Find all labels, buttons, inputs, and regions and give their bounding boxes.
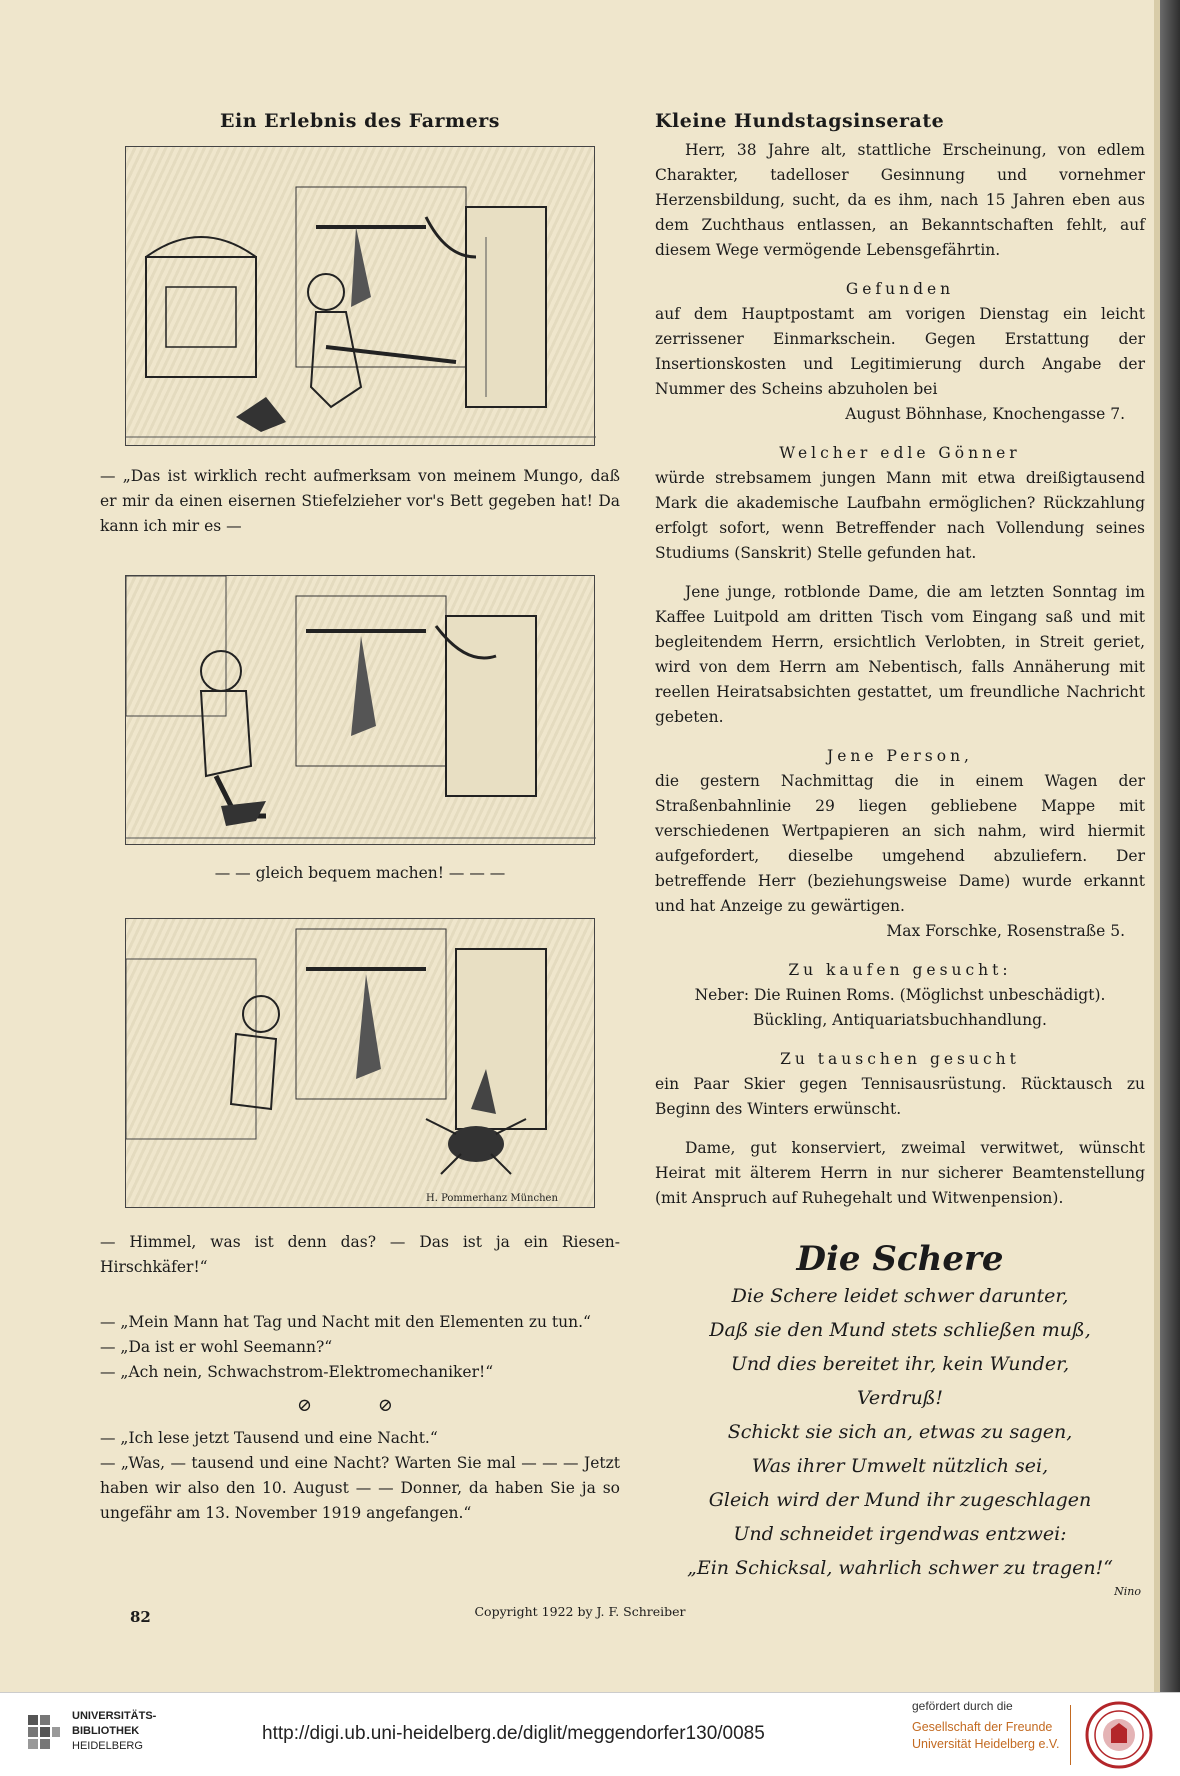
joke-2-line: — „Ich lese jetzt Tausend und eine Nacht.“ [100,1429,438,1447]
joke-1-line: — „Ach nein, Schwachstrom-Elektromechaniker!“ [100,1363,494,1381]
poem-title: Die Schere [796,1239,1004,1279]
ad-swap-text: ein Paar Skier gegen Tennisausrüstung. Rücktausch zu Beginn des Winters erwünscht. [655,1075,1145,1118]
permalink-url[interactable]: http://digi.ub.uni-heidelberg.de/diglit/meggendorfer130/0085 [262,1723,765,1744]
library-name-line: UNIVERSITÄTS- [72,1710,157,1722]
sponsor-name-line: Gesellschaft der Freunde [912,1720,1053,1734]
ads-heading: Kleine Hundstagsinserate [655,110,945,132]
poem-line: Die Schere leidet schwer darunter, [731,1285,1069,1307]
cartoon-panel-1 [125,146,595,446]
copyright-line: Copyright 1922 by J. F. Schreiber [474,1604,686,1619]
poem-line: „Ein Schicksal, wahrlich schwer zu tragen!“ [687,1557,1113,1579]
poem-author: Nino [1114,1585,1141,1598]
ad-patron-title: Welcher edle Gönner [779,444,1021,462]
library-name[interactable] [72,1709,156,1754]
sponsor-label: gefördert durch die [912,1699,1013,1713]
ad-found-text: auf dem Hauptpostamt am vorigen Dienstag ein leicht zerrissener Einmarkschein. Gegen Erstattung der Insertionskosten und Legitimierung durch Angabe der Nummer des Scheins abzuholen bei [655,305,1145,398]
ad-person-signature: Max Forschke, Rosenstraße 5. [886,922,1125,940]
poem-line: Und dies bereitet ihr, kein Wunder, [730,1353,1070,1375]
left-column [100,110,620,1526]
ad-buy-signature: Bückling, Antiquariatsbuchhandlung. [753,1011,1047,1029]
cartoon-caption-3: — Himmel, was ist denn das? — Das ist ja ein Riesen-Hirschkäfer!“ [100,1233,620,1276]
ad-patron-text: würde strebsamem jungen Mann mit etwa dreißigtausend Mark die akademische Laufbahn ermöglichen? Rückzahlung erfolgt sofort, wenn Betreffender nach Vollendung seines Studiums (Sanskrit) Stelle gefunden hat. [655,469,1145,562]
library-name-line: HEIDELBERG [72,1740,143,1752]
poem-line: Schickt sie sich an, etwas zu sagen, [727,1421,1073,1443]
sponsor-name-line: Universität Heidelberg e.V. [912,1737,1060,1751]
ad-swap-title: Zu tauschen gesucht [780,1050,1020,1068]
ad-buy-line: Neber: Die Ruinen Roms. (Möglichst unbeschädigt). [694,986,1106,1004]
library-logo-icon[interactable] [24,1711,64,1759]
cartoon-caption-1: — „Das ist wirklich recht aufmerksam von meinem Mungo, daß er mir da einen eisernen Stiefelzieher vor's Bett gegeben hat! Da kann ich mir es — [100,467,620,535]
right-column [655,110,1145,1598]
ad-lady-text: Jene junge, rotblonde Dame, die am letzten Sonntag im Kaffee Luitpold am dritten Tisch vom Eingang saß und mit begleitendem Herrn, ersichtlich Verlobten, in Streit geriet, wird von dem Herrn am Nebentisch, falls Annäherung mit reellen Heiratsabsichten gestattet, um freundliche Nachricht gebeten. [655,583,1145,726]
joke-1 [100,1310,620,1385]
ad-buy-title: Zu kaufen gesucht: [788,961,1012,979]
bed-and-farmer-drawing [126,147,596,447]
cartoon-heading: Ein Erlebnis des Farmers [220,110,500,132]
ad-widow-text: Dame, gut konserviert, zweimal verwitwet, wünscht Heirat mit älterem Herrn in nur sicherer Beamtenstellung (mit Anspruch auf Ruhegehalt und Witwenpension). [655,1139,1145,1207]
farmer-kicking-boots-drawing [126,576,596,846]
ad-person-text: die gestern Nachmittag die in einem Wagen der Straßenbahnlinie 29 liegen gebliebene Mappe mit verschiedenen Wertpapieren an sich nahm, wird hiermit aufgefordert, dieselbe umgehend abzuliefern. Der betreffende Herr (beziehungsweise Dame) wurde erkannt und hat Anzeige zu gewärtigen. [655,772,1145,915]
ornament-divider: ⊘ ⊘ [297,1395,423,1416]
sponsor-name[interactable] [912,1719,1060,1753]
ad-person-title: Jene Person, [827,747,973,765]
cartoon-panel-2 [125,575,595,845]
library-name-line: BIBLIOTHEK [72,1725,140,1737]
ad-gentleman: Herr, 38 Jahre alt, stattliche Erscheinung, von edlem Charakter, tadelloser Gesinnung und vornehmer Herzensbildung, sucht, da es ihm, nach 15 Jahren eben aus dem Zuchthaus entlassen, an Bekanntschaften fehlt, auf diesem Wege vermögende Lebensgefährtin. [655,141,1145,259]
poem-line: Gleich wird der Mund ihr zugeschlagen [708,1489,1092,1511]
poem-line: Was ihrer Umwelt nützlich sei, [751,1455,1049,1477]
cartoon-caption-2: — — gleich bequem machen! — — — [214,864,506,882]
poem-line: Verdruß! [856,1387,944,1409]
ad-found-signature: August Böhnhase, Knochengasse 7. [845,405,1125,423]
joke-2-line: — „Was, — tausend und eine Nacht? Warten Sie mal — — — Jetzt haben wir also den 10. August — — Donner, da haben Sie ja so ungefähr am 13. November 1919 angefangen.“ [100,1454,620,1522]
page-edge [1160,0,1180,1692]
joke-1-line: — „Mein Mann hat Tag und Nacht mit den Elementen zu tun.“ [100,1313,591,1331]
poem [655,1279,1145,1585]
poem-line: Daß sie den Mund stets schließen muß, [709,1319,1091,1341]
joke-1-line: — „Da ist er wohl Seemann?“ [100,1338,333,1356]
university-seal-icon [1085,1701,1153,1769]
cartoon-panel-3 [125,918,595,1208]
page-number: 82 [130,1608,151,1626]
joke-2 [100,1426,620,1526]
ad-found-title: Gefunden [845,280,955,298]
footer-divider [1070,1705,1071,1765]
poem-line: Und schneidet irgendwas entzwei: [733,1523,1067,1545]
stag-beetle-drawing [126,919,596,1209]
viewer-footer [0,1692,1180,1776]
artist-signature: H. Pommerhanz München [426,1193,558,1204]
